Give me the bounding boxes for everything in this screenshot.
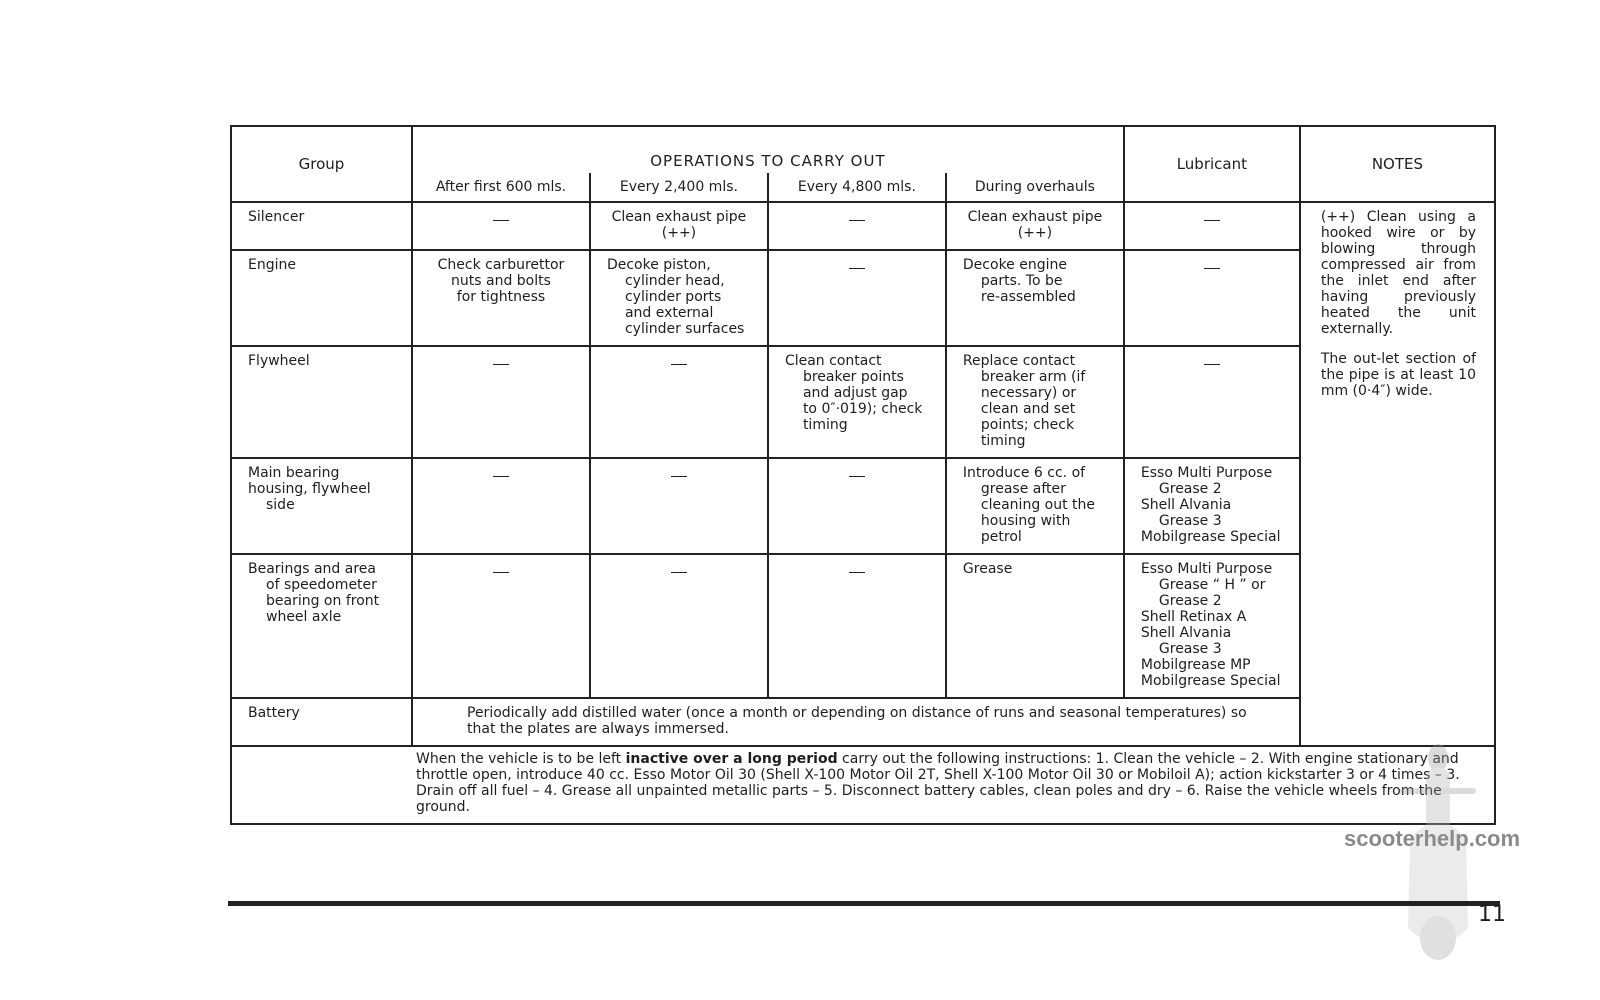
engine-overhauls: Decoke engine parts. To be re-assembled — [946, 250, 1124, 346]
speedometer-overhauls: Grease — [946, 554, 1124, 698]
header-overhauls: During overhauls — [946, 173, 1124, 202]
footer-rule — [228, 901, 1500, 906]
silencer-after-first — [412, 202, 590, 250]
header-operations: OPERATIONS TO CARRY OUT — [412, 126, 1124, 173]
flywheel-every-2400 — [590, 346, 768, 458]
table-row-inactive — [231, 746, 1495, 824]
main-bearing-every-2400 — [590, 458, 768, 554]
flywheel-overhauls: Replace contact breaker arm (if necessary) or clean and set points; check timing — [946, 346, 1124, 458]
silencer-every-4800 — [768, 202, 946, 250]
inactive-emphasis: inactive over a long period — [625, 751, 838, 767]
note-paragraph-1: (++) Clean using a hooked wire or by blowing through compressed air from the inlet end after having previously heated the unit externally. — [1320, 209, 1476, 337]
page-number: 11 — [1478, 902, 1506, 927]
battery-instructions: Periodically add distilled water (once a month or depending on distance of runs and seasonal temperatures) so that the plates are always immersed. — [412, 698, 1300, 746]
watermark-text: scooterhelp.com — [1344, 826, 1521, 851]
header-every-4800: Every 4,800 mls. — [768, 173, 946, 202]
notes-cell — [1300, 202, 1495, 746]
table-row-silencer — [231, 202, 1495, 250]
main-bearing-every-4800 — [768, 458, 946, 554]
group-engine: Engine — [231, 250, 412, 346]
engine-every-2400: Decoke piston, cylinder head, cylinder ports and external cylinder surfaces — [590, 250, 768, 346]
main-bearing-after-first — [412, 458, 590, 554]
speedometer-after-first — [412, 554, 590, 698]
header-after-first: After first 600 mls. — [412, 173, 590, 202]
speedometer-every-4800 — [768, 554, 946, 698]
flywheel-every-4800: Clean contact breaker points and adjust gap to 0″·019); check timing — [768, 346, 946, 458]
header-lubricant: Lubricant — [1124, 126, 1300, 202]
main-bearing-overhauls: Introduce 6 cc. of grease after cleaning out the housing with petrol — [946, 458, 1124, 554]
note-paragraph-2: The out-let section of the pipe is at least 10 mm (0·4″) wide. — [1320, 351, 1476, 399]
group-main-bearing: Main bearing housing, flywheel side — [231, 458, 412, 554]
header-every-2400: Every 2,400 mls. — [590, 173, 768, 202]
group-battery: Battery — [231, 698, 412, 746]
engine-after-first: Check carburettor nuts and bolts for tightness — [412, 250, 590, 346]
engine-every-4800 — [768, 250, 946, 346]
silencer-lubricant — [1124, 202, 1300, 250]
silencer-every-2400: Clean exhaust pipe (++) — [590, 202, 768, 250]
header-notes: NOTES — [1300, 126, 1495, 202]
group-flywheel: Flywheel — [231, 346, 412, 458]
main-bearing-lubricant: Esso Multi Purpose Grease 2 Shell Alvania Grease 3 Mobilgrease Special — [1124, 458, 1300, 554]
silencer-overhauls: Clean exhaust pipe (++) — [946, 202, 1124, 250]
flywheel-after-first — [412, 346, 590, 458]
speedometer-every-2400 — [590, 554, 768, 698]
flywheel-lubricant — [1124, 346, 1300, 458]
speedometer-lubricant: Esso Multi Purpose Grease “ H ” or Grease 2 Shell Retinax A Shell Alvania Grease 3 Mobilgrease MP Mobilgrease Special — [1124, 554, 1300, 698]
group-speedometer-bearings: Bearings and area of speedometer bearing on front wheel axle — [231, 554, 412, 698]
header-group: Group — [298, 155, 345, 173]
engine-lubricant — [1124, 250, 1300, 346]
maintenance-table — [230, 125, 1496, 825]
group-silencer: Silencer — [231, 202, 412, 250]
inactive-instructions: When the vehicle is to be left inactive over a long period carry out the following instructions: 1. Clean the vehicle – 2. With engine stationary and throttle open, introduce 40 cc. Esso Motor Oil 30 (Shell X-100 Motor Oil 2T, Shell X-100 Motor Oil 30 or Mobiloil A); action kickstarter 3 or 4 times – 3. Drain off all fuel – 4. Grease all unpainted metallic parts – 5. Disconnect battery cables, clean poles and dry – 6. Raise the vehicle wheels from the ground. — [231, 746, 1495, 824]
